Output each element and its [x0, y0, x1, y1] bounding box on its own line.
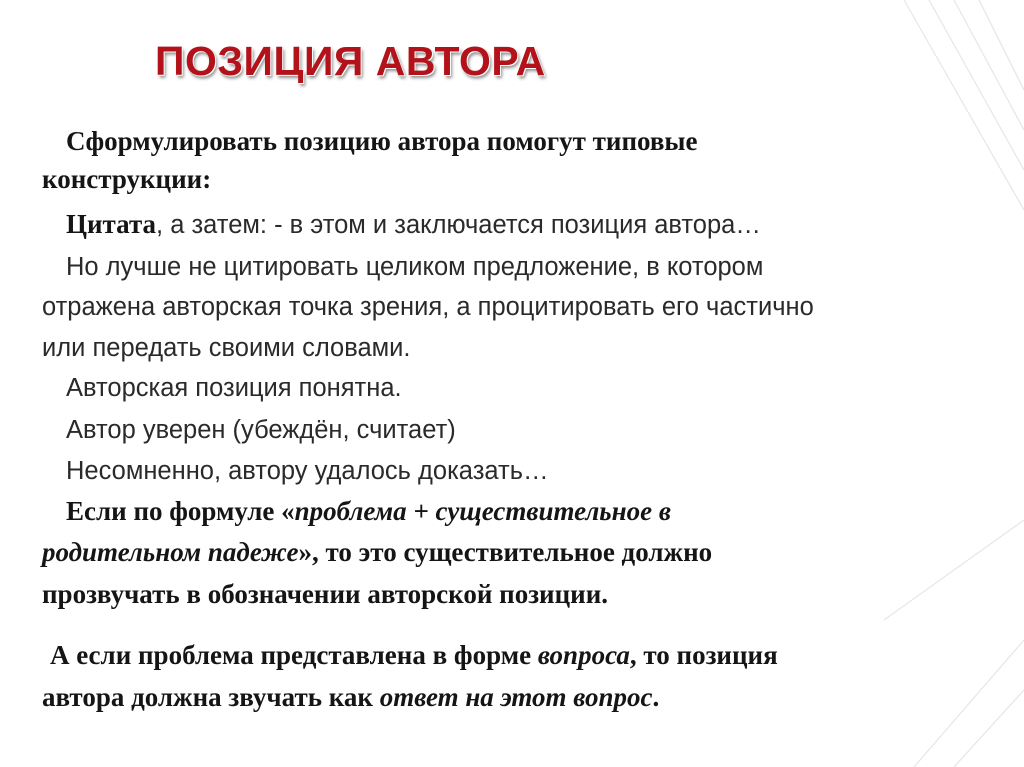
question-line-2: [42, 680, 659, 714]
intro-line-1: Сформулировать позицию автора помогут типовые: [66, 126, 698, 156]
quote-term: Цитата: [66, 209, 157, 239]
advice-line-2: отражена авторская точка зрения, а процитировать его частично: [42, 293, 814, 321]
formula-line-3: прозвучать в обозначении авторской позиции.: [42, 579, 609, 609]
question-line-1: [50, 638, 778, 672]
advice-line-1: Но лучше не цитировать целиком предложение, в котором: [66, 253, 764, 281]
formula-part-1: Если по формуле «: [66, 496, 295, 526]
formula-part-3: родительном падеже: [42, 537, 299, 567]
formula-line-1: [66, 494, 671, 528]
question-part-6: .: [652, 682, 660, 712]
question-part-3: , то позиция: [629, 640, 778, 670]
quote-line: [66, 207, 761, 242]
question-part-4: автора должна звучать как: [42, 682, 380, 712]
decorative-corner-lines: [884, 0, 1024, 767]
formula-part-4: », то это существительное должно: [298, 537, 713, 567]
slide-title: ПОЗИЦИЯ АВТОРА: [155, 38, 546, 84]
question-part-5: ответ на этот вопрос: [379, 682, 653, 712]
phrase-1: Авторская позиция понятна.: [66, 374, 402, 402]
advice-line-3: или передать своими словами.: [42, 334, 411, 362]
formula-part-2: проблема + существительное в: [294, 496, 671, 526]
question-part-1: А если проблема представлена в форме: [50, 640, 538, 670]
phrase-3: Несомненно, автору удалось доказать…: [66, 457, 549, 485]
question-part-2: вопроса: [537, 640, 630, 670]
phrase-2: Автор уверен (убеждён, считает): [66, 416, 456, 444]
intro-line-2: конструкции:: [42, 164, 212, 194]
formula-line-2: [42, 535, 712, 569]
quote-rest: , а затем: - в этом и заключается позиция автора…: [156, 211, 761, 239]
